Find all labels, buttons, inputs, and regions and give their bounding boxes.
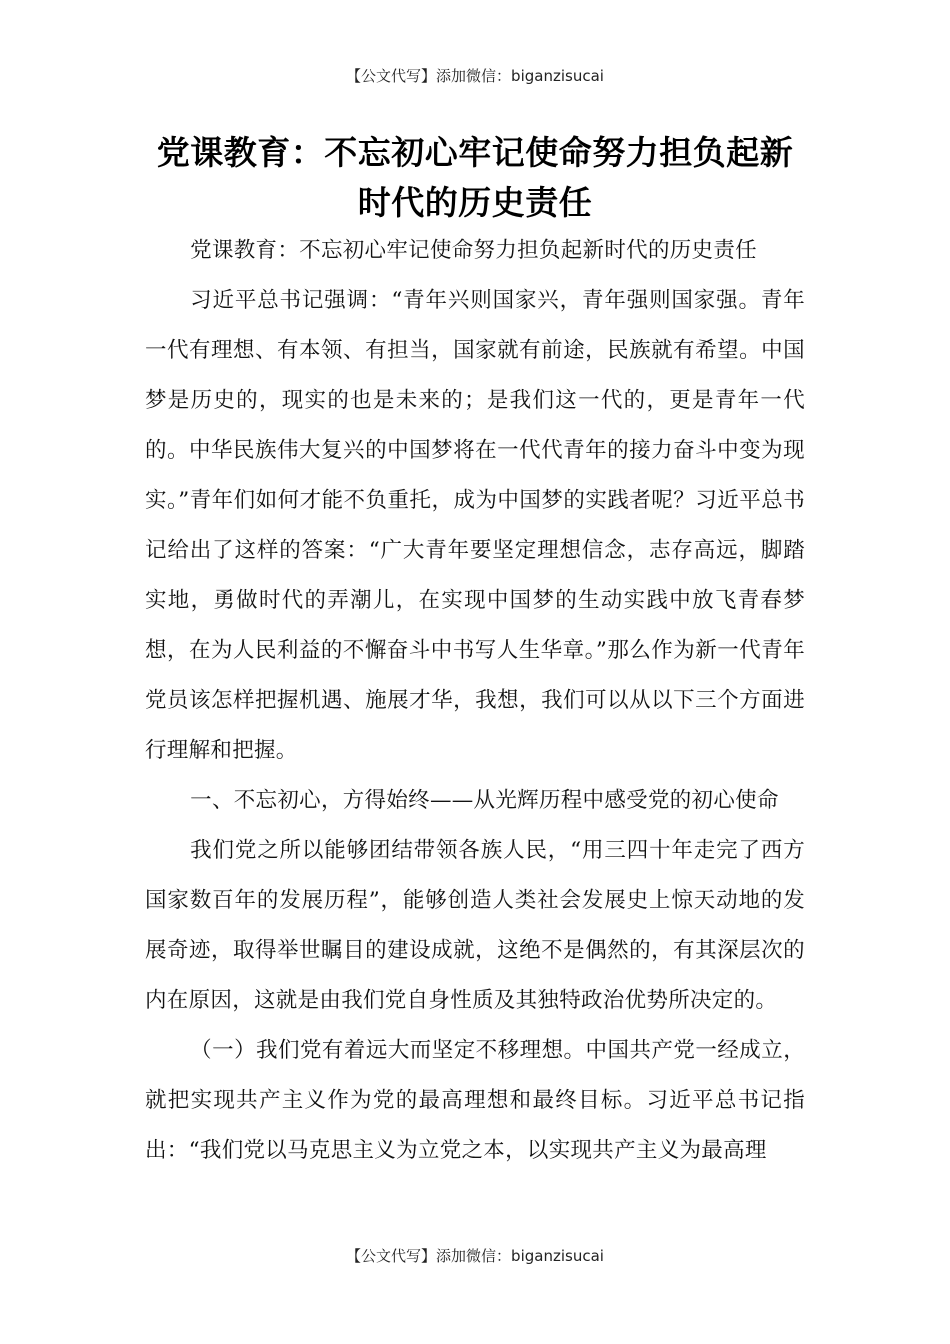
paragraph-subtitle: 党课教育：不忘初心牢记使命努力担负起新时代的历史责任 (190, 238, 757, 263)
page-footer: 【公文代写】添加微信：biganzisucai (346, 1247, 604, 1265)
document-body (145, 226, 805, 1176)
section-heading: 一、不忘初心，方得始终——从光辉历程中感受党的初心使命 (190, 788, 779, 813)
paragraph: （一）我们党有着远大而坚定不移理想。中国共产党一经成立，就把实现共产主义作为党的最高理想和最终目标。习近平总书记指出：“我们党以马克思主义为立党之本，以实现共产主义为最高理 (145, 1038, 805, 1163)
page-header: 【公文代写】添加微信：biganzisucai (346, 67, 604, 85)
document-title: 党课教育：不忘初心牢记使命努力担负起新时代的历史责任 (156, 133, 794, 222)
paragraph: 我们党之所以能够团结带领各族人民，“用三四十年走完了西方国家数百年的发展历程”，能够创造人类社会发展史上惊天动地的发展奇迹，取得举世瞩目的建设成就，这绝不是偶然的，有其深层次的内在原因，这就是由我们党自身性质及其独特政治优势所决定的。 (145, 838, 805, 1013)
paragraph: 习近平总书记强调：“青年兴则国家兴，青年强则国家强。青年一代有理想、有本领、有担当，国家就有前途，民族就有希望。中国梦是历史的，现实的也是未来的；是我们这一代的，更是青年一代的。中华民族伟大复兴的中国梦将在一代代青年的接力奋斗中变为现实。”青年们如何才能不负重托，成为中国梦的实践者呢？习近平总书记给出了这样的答案：“广大青年要坚定理想信念，志存高远，脚踏实地，勇做时代的弄潮儿，在实现中国梦的生动实践中放飞青春梦想，在为人民利益的不懈奋斗中书写人生华章。”那么作为新一代青年党员该怎样把握机遇、施展才华，我想，我们可以从以下三个方面进行理解和把握。 (145, 288, 805, 763)
